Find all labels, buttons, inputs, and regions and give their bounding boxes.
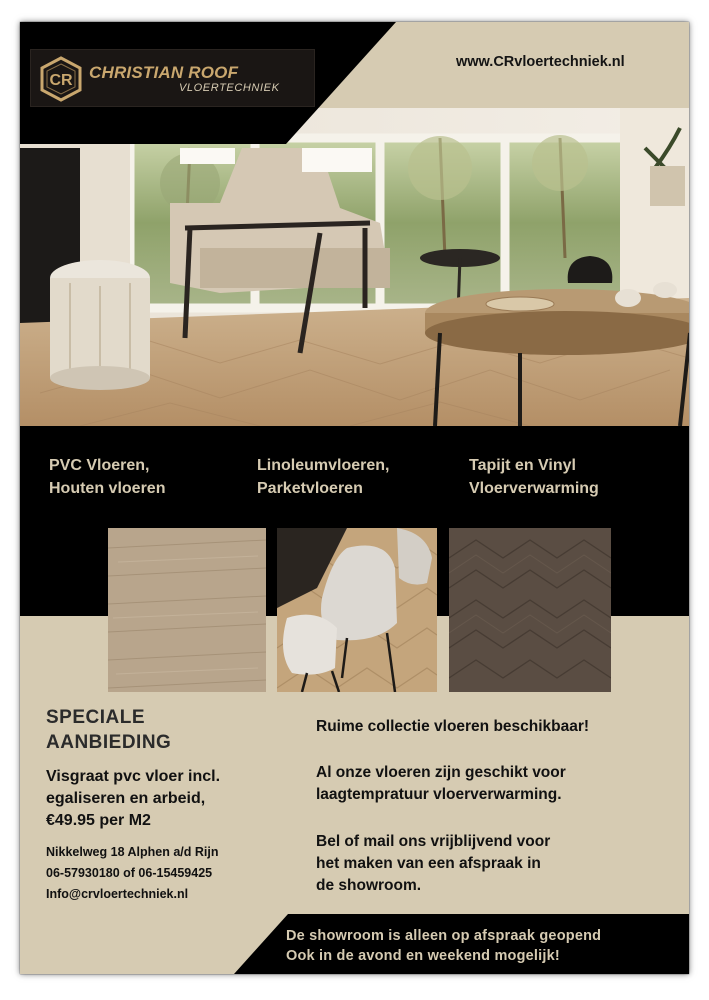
showroom-notice: De showroom is alleen op afspraak geopend Ook in de avond en weekend mogelijk! [286, 928, 602, 964]
flyer [20, 22, 689, 974]
category-tapijt-vinyl: Tapijt en Vinyl Vloerverwarming [469, 457, 599, 497]
phone-numbers[interactable]: 06-57930180 of 06-15459425 [46, 866, 213, 880]
hexagon-cr-monogram-icon [39, 56, 83, 102]
special-offer-title: SPECIALE AANBIEDING [46, 707, 172, 753]
floor-heating-text: Al onze vloeren zijn geschikt voor laagtempratuur vloerverwarming. [316, 764, 566, 803]
email-link[interactable]: Info@crvloertechniek.nl [46, 887, 189, 901]
swatch-dark-herringbone-floor [449, 528, 611, 692]
contact-details [46, 842, 219, 905]
category-pvc-houten: PVC Vloeren, Houten vloeren [49, 457, 166, 497]
brand-subtitle: VLOERTECHNIEK [179, 82, 280, 94]
collection-text: Ruime collectie vloeren beschikbaar! [316, 718, 590, 735]
hero-living-room-photo [20, 108, 689, 426]
logo [30, 49, 315, 107]
category-linoleum-parket: Linoleumvloeren, Parketvloeren [257, 457, 390, 497]
website-link[interactable]: www.CRvloertechniek.nl [456, 54, 625, 70]
swatch-light-oak-floor [108, 528, 266, 692]
svg-text:CR: CR [49, 72, 73, 89]
swatch-herringbone-chair-photo [277, 528, 437, 692]
address: Nikkelweg 18 Alphen a/d Rijn [46, 845, 219, 859]
appointment-text: Bel of mail ons vrijblijvend voor het maken van een afspraak in de showroom. [316, 833, 551, 894]
special-offer-details: Visgraat pvc vloer incl. egaliseren en arbeid, €49.95 per M2 [46, 766, 220, 832]
brand-name: CHRISTIAN ROOF [89, 63, 239, 82]
offer-price: €49.95 per M2 [46, 812, 151, 829]
